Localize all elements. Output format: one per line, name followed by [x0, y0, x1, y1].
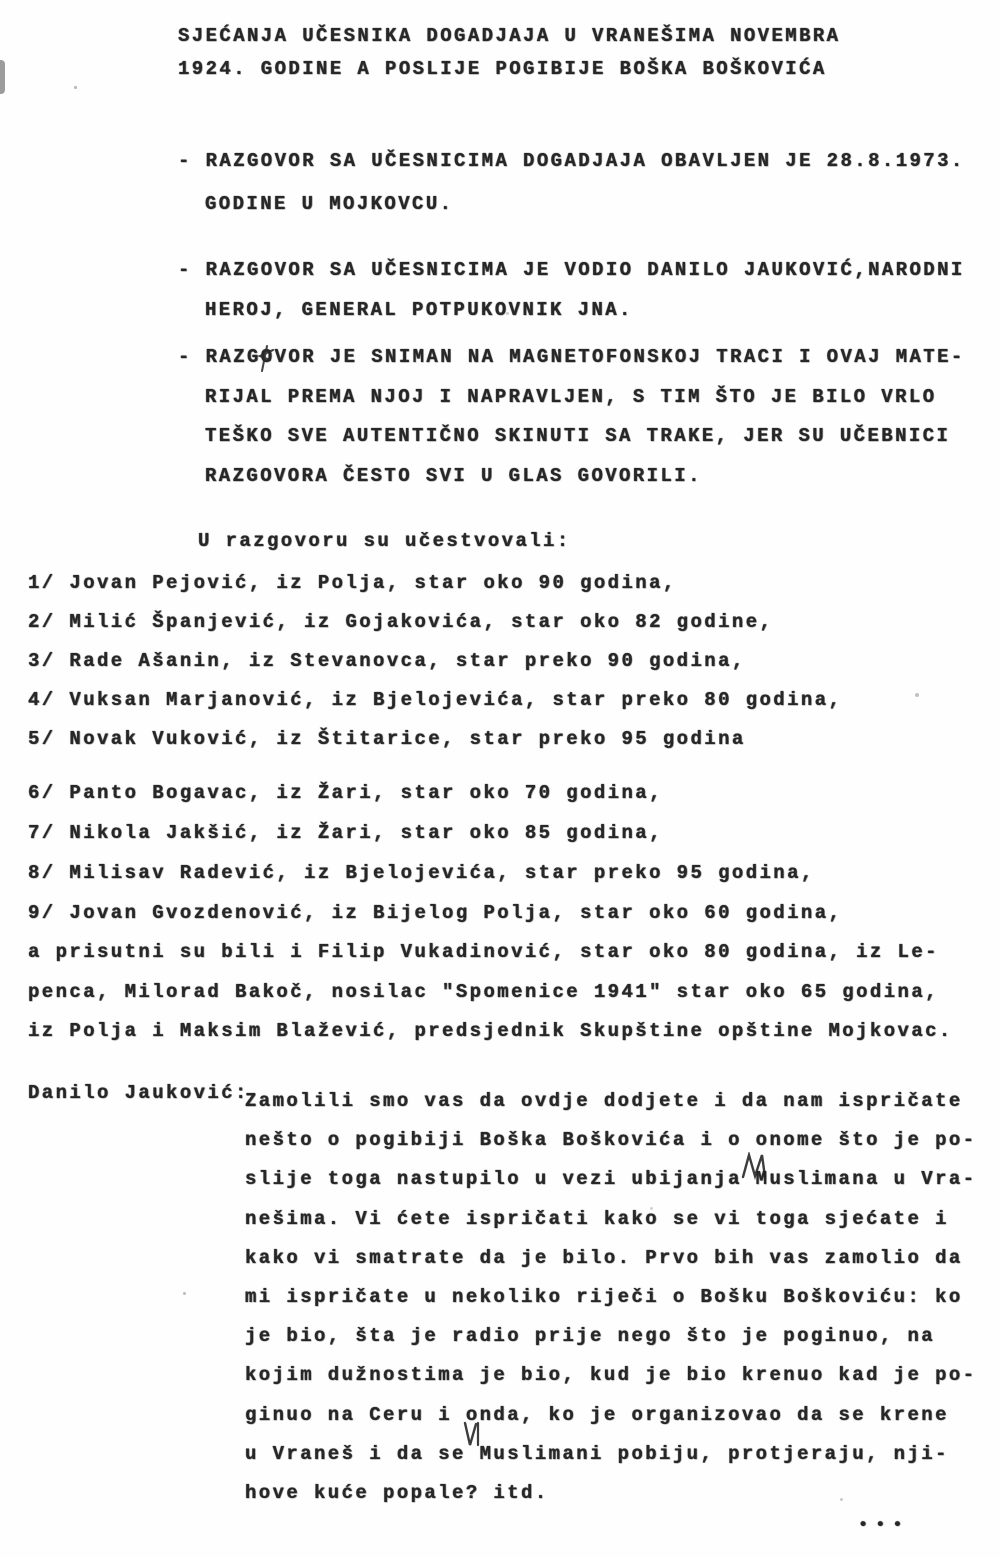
dialogue-line: kojim dužnostima je bio, kud je bio krenuo kad je po-: [245, 1364, 977, 1387]
dialogue-text: [245, 1082, 977, 1513]
participant-item: 1/ Jovan Pejović, iz Polja, star oko 90 godina,: [28, 572, 677, 594]
bullet-item-3: [178, 338, 965, 496]
bullet-line: TEŠKO SVE AUTENTIČNO SKINUTI SA TRAKE, JER SU UČEBNICI: [205, 425, 951, 447]
dialogue-line: kako vi smatrate da je bilo. Prvo bih vas zamolio da: [245, 1246, 963, 1269]
attendees-line: iz Polja i Maksim Blažević, predsjednik Skupštine opštine Mojkovac.: [28, 1020, 953, 1042]
dialogue-line: u Vraneš i da se Muslimani pobiju, protjeraju, nji-: [245, 1442, 949, 1465]
dialogue-line: mi ispričate u nekoliko riječi o Bošku Boškoviću: ko: [245, 1286, 963, 1309]
participant-item: 6/ Panto Bogavac, iz Žari, star oko 70 godina,: [28, 782, 663, 804]
speaker-name: Danilo Jauković:: [28, 1082, 249, 1104]
bullet-item-1: [178, 140, 965, 226]
dialogue-line: hove kuće popale? itd.: [245, 1482, 549, 1505]
bullet-line: - RAZGOVOR SA UČESNICIMA JE VODIO DANILO JAUKOVIĆ,NARODNI: [178, 259, 965, 281]
scan-speck: [74, 86, 77, 89]
participant-item: 5/ Novak Vuković, iz Štitarice, star preko 95 godina: [28, 728, 746, 750]
participants-list-1-5: [28, 564, 842, 759]
handwritten-overstrike-m-icon: [740, 1152, 770, 1180]
dialogue-line: slije toga nastupilo u vezi ubijanja Muslimana u Vra-: [245, 1168, 977, 1191]
bullet-line: GODINE U MOJKOVCU.: [205, 193, 454, 215]
title-line-2: 1924. GODINE A POSLIJE POGIBIJE BOŠKA BOŠKOVIĆA: [178, 58, 827, 80]
dialogue-line: ginuo na Ceru i onda, ko je organizovao da se krene: [245, 1403, 949, 1426]
scan-speck: [915, 693, 919, 697]
additional-attendees: [28, 933, 953, 1052]
title-line-1: SJEĆANJA UČESNIKA DOGADJAJA U VRANEŠIMA NOVEMBRA: [178, 25, 841, 47]
document-title: [178, 20, 841, 86]
bullet-line: HEROJ, GENERAL POTPUKOVNIK JNA.: [205, 299, 633, 321]
handwritten-overstrike-m-icon: [462, 1420, 488, 1448]
participant-item: 4/ Vuksan Marjanović, iz Bjelojevića, star preko 80 godina,: [28, 689, 843, 711]
participant-item: 8/ Milisav Radević, iz Bjelojevića, star preko 95 godina,: [28, 862, 815, 884]
scan-speck: [840, 1498, 843, 1501]
participant-item: 2/ Milić Španjević, iz Gojakovića, star oko 82 godine,: [28, 611, 774, 633]
scan-smudge: [0, 60, 5, 94]
attendees-line: a prisutni su bili i Filip Vukadinović, star oko 80 godina, iz Le-: [28, 941, 939, 963]
scan-speck: [650, 1207, 653, 1210]
participants-heading: U razgovoru su učestvovali:: [198, 530, 571, 552]
trailing-ellipsis: •••: [858, 1516, 910, 1535]
dialogue-line: je bio, šta je radio prije nego što je poginuo, na: [245, 1325, 936, 1348]
dialogue-line: Zamolili smo vas da ovdje dodjete i da nam ispričate: [245, 1090, 963, 1112]
participant-item: 3/ Rade Ašanin, iz Stevanovca, star preko 90 godina,: [28, 650, 746, 672]
attendees-line: penca, Milorad Bakoč, nosilac "Spomenice 1941" star oko 65 godina,: [28, 980, 939, 1003]
scan-speck: [183, 1292, 186, 1295]
dialogue-line: nešima. Vi ćete ispričati kako se vi toga sjećate i: [245, 1207, 949, 1230]
bullet-line: RAZGOVORA ČESTO SVI U GLAS GOVORILI.: [205, 464, 702, 487]
participant-item: 9/ Jovan Gvozdenović, iz Bijelog Polja, star oko 60 godina,: [28, 902, 843, 924]
bullet-line: - RAZGOVOR JE SNIMAN NA MAGNETOFONSKOJ TRACI I OVAJ MATE-: [178, 346, 965, 368]
bullet-line: RIJAL PREMA NJOJ I NAPRAVLJEN, S TIM ŠTO JE BILO VRLO: [205, 385, 937, 408]
dialogue-line: nešto o pogibiji Boška Boškovića i o onome što je po-: [245, 1129, 977, 1152]
bullet-item-2: [178, 250, 965, 330]
scan-speck: [506, 312, 509, 315]
participants-list-6-9: [28, 773, 842, 933]
bullet-line: - RAZGOVOR SA UČESNICIMA DOGADJAJA OBAVLJEN JE 28.8.1973.: [178, 150, 965, 172]
handwritten-insertion-mark: [253, 344, 277, 374]
participant-item: 7/ Nikola Jakšić, iz Žari, star oko 85 godina,: [28, 822, 663, 844]
